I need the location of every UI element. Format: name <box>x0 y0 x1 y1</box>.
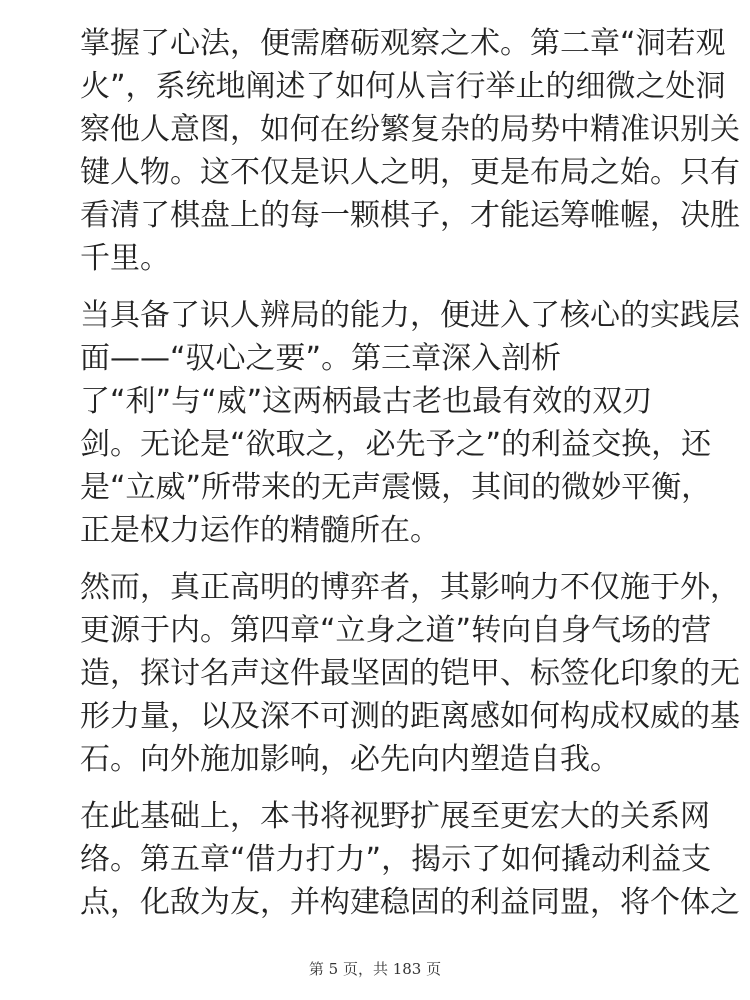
text-line: 点，化敌为友，并构建稳固的利益同盟，将个体之 <box>80 885 740 920</box>
text-line: 正是权力运作的精髓所在。 <box>80 513 440 548</box>
text-line: 在此基础上，本书将视野扩展至更宏大的关系网 <box>80 799 710 834</box>
text-line: 察他人意图，如何在纷繁复杂的局势中精准识别关 <box>80 112 740 147</box>
paragraph-1 <box>80 22 740 280</box>
page-number-footer: 第 5 页，共 183 页 <box>308 960 442 978</box>
text-line: 剑。无论是“欲取之，必先予之”的利益交换，还 <box>80 427 712 462</box>
body-text <box>80 22 740 938</box>
text-line: 形力量，以及深不可测的距离感如何构成权威的基 <box>80 699 740 734</box>
text-line: 造，探讨名声这件最坚固的铠甲、标签化印象的无 <box>80 656 740 691</box>
text-line: 掌握了心法，便需磨砺观察之术。第二章“洞若观 <box>80 26 726 61</box>
text-line: 更源于内。第四章“立身之道”转向自身气场的营 <box>80 613 712 648</box>
text-line: 石。向外施加影响，必先向内塑造自我。 <box>80 742 620 777</box>
text-line: 当具备了识人辨局的能力，便进入了核心的实践层 <box>80 298 740 333</box>
text-line: 火”，系统地阐述了如何从言行举止的细微之处洞 <box>80 69 726 104</box>
paragraph-3 <box>80 566 740 781</box>
text-line: 千里。 <box>80 241 170 276</box>
text-line: 键人物。这不仅是识人之明，更是布局之始。只有 <box>80 155 740 190</box>
text-line: 面——“驭心之要”。第三章深入剖析 <box>80 341 562 376</box>
text-line: 了“利”与“威”这两柄最古老也最有效的双刃 <box>80 384 653 419</box>
paragraph-2 <box>80 294 740 552</box>
text-line: 络。第五章“借力打力”，揭示了如何撬动利益支 <box>80 842 712 877</box>
paragraph-4 <box>80 795 740 924</box>
text-line: 是“立威”所带来的无声震慑，其间的微妙平衡， <box>80 470 712 505</box>
text-line: 看清了棋盘上的每一颗棋子，才能运筹帷幄，决胜 <box>80 198 740 233</box>
text-line: 然而，真正高明的博弈者，其影响力不仅施于外， <box>80 570 740 605</box>
